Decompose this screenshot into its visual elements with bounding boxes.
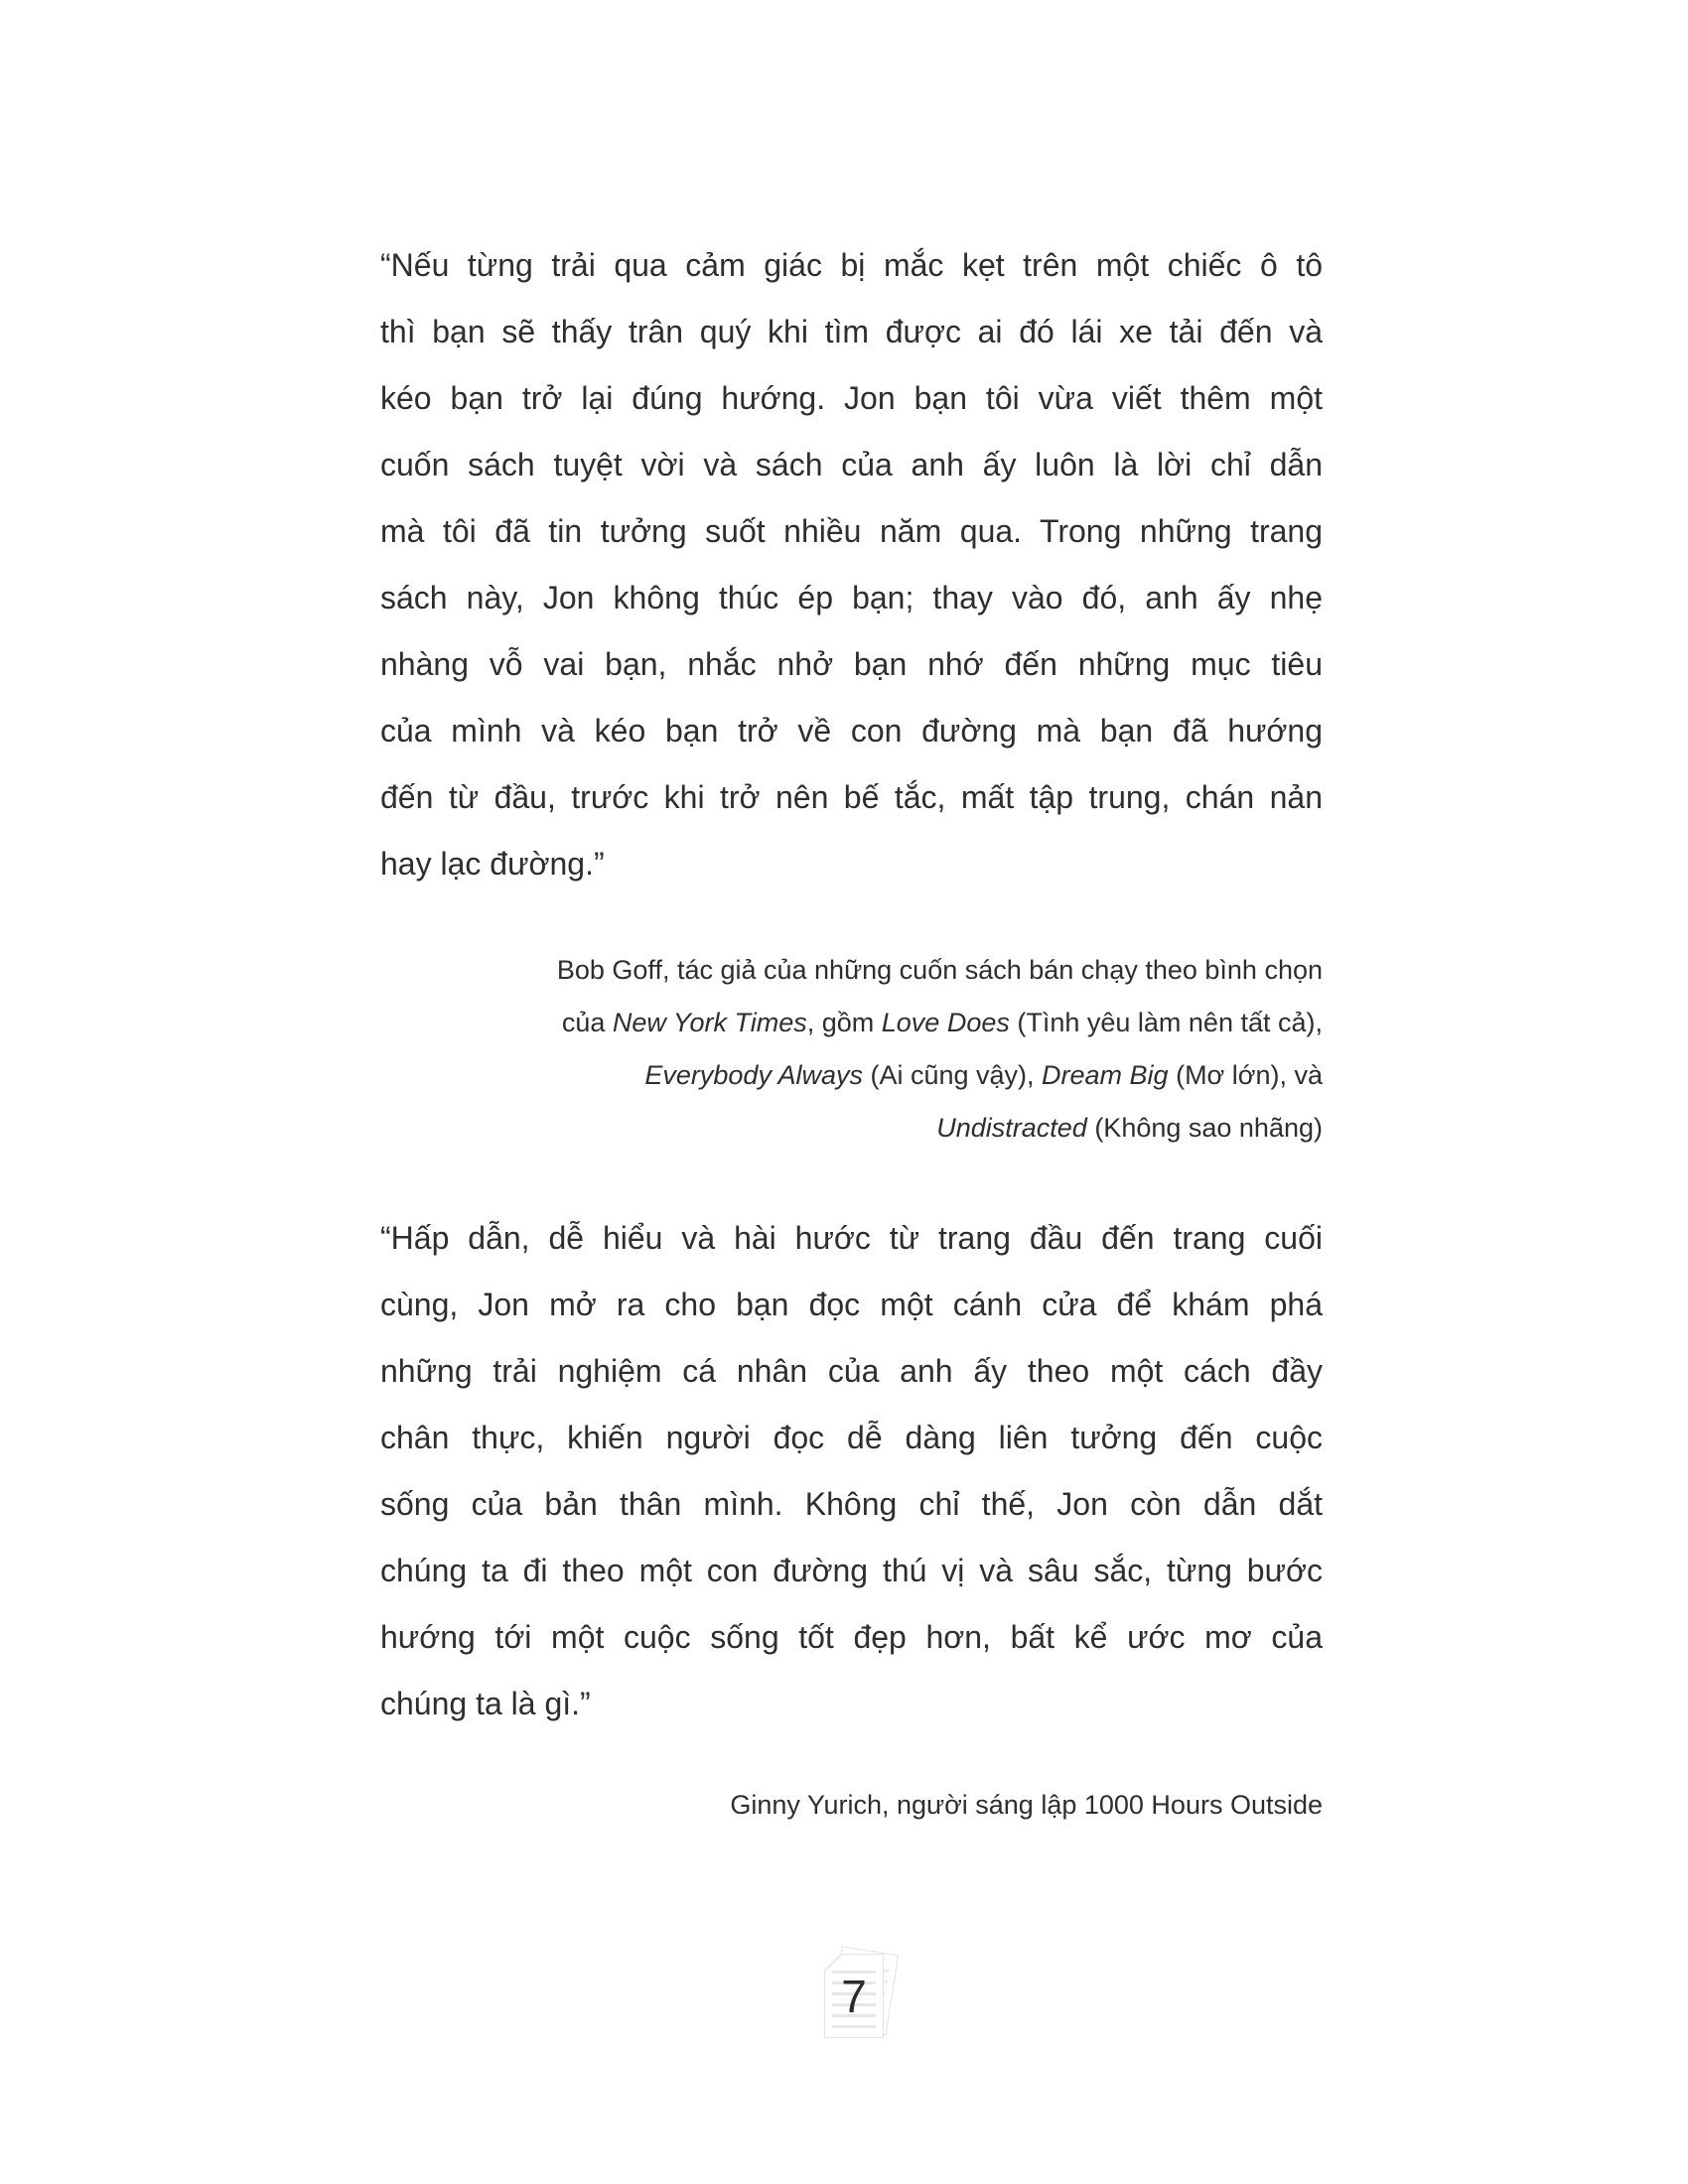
attribution-text: (Không sao nhãng): [1086, 1113, 1323, 1143]
text-line: thì bạn sẽ thấy trân quý khi tìm được ai đó lái xe tải đến và: [380, 314, 1323, 349]
text-line: nhàng vỗ vai bạn, nhắc nhở bạn nhớ đến những mục tiêu: [380, 646, 1323, 682]
book-title-italic: Dream Big: [1042, 1060, 1169, 1090]
attribution-line: [380, 944, 1323, 997]
text-line: hay lạc đường.”: [380, 846, 605, 882]
attribution-text: , gồm: [806, 1008, 882, 1037]
book-title-italic: Undistracted: [936, 1113, 1087, 1143]
attribution-ginny-yurich: [380, 1779, 1323, 1832]
quote-ginny-yurich: [380, 1205, 1323, 1737]
text-line: chúng ta là gì.”: [380, 1686, 591, 1721]
text-line: đến từ đầu, trước khi trở nên bế tắc, mất tập trung, chán nản: [380, 779, 1323, 815]
book-title-italic: New York Times: [612, 1008, 807, 1037]
quote-bob-goff: [380, 232, 1323, 897]
attribution-line: [380, 1102, 1323, 1155]
attribution-line: [380, 1779, 1323, 1832]
text-line: chân thực, khiến người đọc dễ dàng liên tưởng đến cuộc: [380, 1420, 1323, 1455]
text-line: sống của bản thân mình. Không chỉ thế, Jon còn dẫn dắt: [380, 1486, 1323, 1522]
text-line: chúng ta đi theo một con đường thú vị và sâu sắc, từng bước: [380, 1553, 1323, 1588]
text-line: cùng, Jon mở ra cho bạn đọc một cánh cửa để khám phá: [380, 1287, 1323, 1322]
book-title-italic: Love Does: [881, 1008, 1010, 1037]
attribution-text: Ginny Yurich, người sáng lập 1000 Hours Outside: [730, 1790, 1323, 1820]
text-line: của mình và kéo bạn trở về con đường mà bạn đã hướng: [380, 713, 1323, 749]
attribution-line: [380, 997, 1323, 1049]
text-line: “Nếu từng trải qua cảm giác bị mắc kẹt trên một chiếc ô tô: [380, 247, 1323, 283]
text-line: những trải nghiệm cá nhân của anh ấy theo một cách đầy: [380, 1353, 1323, 1389]
text-line: cuốn sách tuyệt vời và sách của anh ấy luôn là lời chỉ dẫn: [380, 447, 1323, 482]
text-line: mà tôi đã tin tưởng suốt nhiều năm qua. Trong những trang: [380, 513, 1323, 549]
attribution-line: [380, 1049, 1323, 1102]
attribution-text: (Ai cũng vậy),: [862, 1060, 1043, 1090]
attribution-text: của: [561, 1008, 613, 1037]
attribution-text: (Mơ lớn), và: [1168, 1060, 1323, 1090]
text-line: “Hấp dẫn, dễ hiểu và hài hước từ trang đầu đến trang cuối: [380, 1220, 1323, 1256]
text-line: hướng tới một cuộc sống tốt đẹp hơn, bất kể ước mơ của: [380, 1619, 1323, 1655]
attribution-text: Bob Goff, tác giả của những cuốn sách bán chạy theo bình chọn: [556, 955, 1323, 985]
text-line: sách này, Jon không thúc ép bạn; thay vào đó, anh ấy nhẹ: [380, 580, 1323, 615]
text-line: kéo bạn trở lại đúng hướng. Jon bạn tôi vừa viết thêm một: [380, 380, 1323, 416]
book-title-italic: Everybody Always: [644, 1060, 863, 1090]
attribution-bob-goff: [380, 944, 1323, 1155]
page-footer: [820, 1948, 900, 2042]
attribution-text: (Tình yêu làm nên tất cả),: [1009, 1008, 1323, 1037]
page-number: 7: [841, 1970, 867, 2022]
